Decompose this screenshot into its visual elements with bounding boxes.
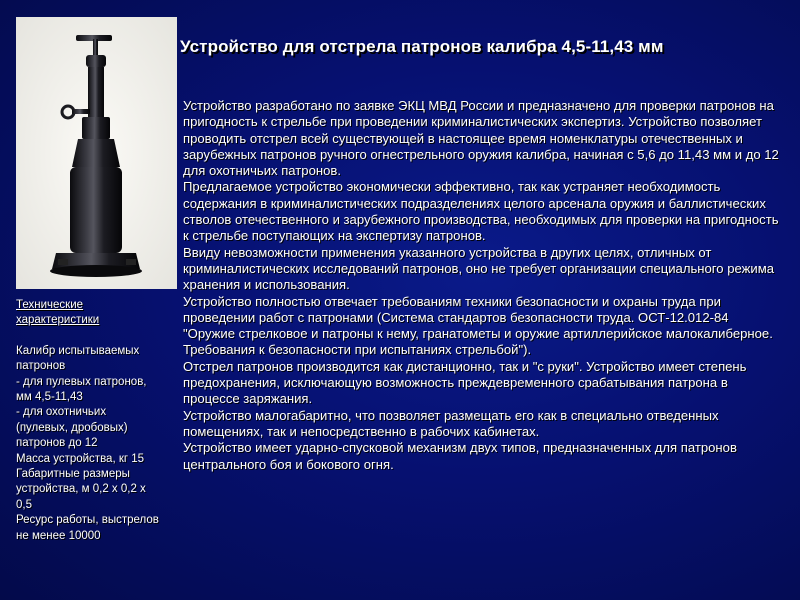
specs-line: 0,5 bbox=[16, 498, 32, 511]
specs-line: Габаритные размеры bbox=[16, 468, 130, 481]
description-paragraph: Устройство разработано по заявке ЭКЦ МВД России и предназначено для проверки патронов на пригодность к стрельбе при проведении криминалистических экспертиз. Устройство позволяет проводить отстрел всей существующей в настоящее время номенклатуры отечественных и зарубежных патронов ручного огнестрельного оружия калибра, начиная с 5,6 до 11,43 мм и до 12 для охотничьих патронов. bbox=[183, 98, 779, 179]
description-paragraph: Устройство имеет ударно-спусковой механизм двух типов, предназначенных для патронов центрального боя и бокового огня. bbox=[183, 440, 737, 472]
specs-heading bbox=[16, 298, 181, 329]
slide-title: Устройство для отстрела патронов калибра 4,5-11,43 мм bbox=[180, 37, 664, 56]
specs-line: (пулевых, дробовых) bbox=[16, 421, 128, 434]
specs-line: устройства, м 0,2 х 0,2 х bbox=[16, 483, 146, 496]
specs-line: патронов bbox=[16, 360, 66, 373]
description-paragraph: Ввиду невозможности применения указанного устройства в других целях, отличных от криминалистических исследований патронов, оно не требует организации специального режима хранения и использования. bbox=[183, 244, 774, 293]
specs-line: патронов до 12 bbox=[16, 437, 98, 450]
description-paragraph: Устройство полностью отвечает требованиям техники безопасности и охраны труда при проведении работ с патронами (Система стандартов безопасности труда. ОСТ-12.012-84 "Оружие стрелковое и патроны к нему, гранатометы и оружие артиллерийское малокалиберное. Требования к безопасности при испытаниях стрельбой"). bbox=[183, 293, 773, 358]
specs-line: - для пулевых патронов, bbox=[16, 375, 147, 388]
specs-line: не менее 10000 bbox=[16, 529, 101, 542]
specs-line: Ресурс работы, выстрелов bbox=[16, 514, 159, 527]
description-body bbox=[183, 98, 783, 473]
cartridge-testing-device-photo bbox=[16, 17, 177, 289]
description-paragraph: Предлагаемое устройство экономически эффективно, так как устраняет необходимость содержания в криминалистических подразделениях целого арсенала оружия и баллистических стволов отечественного и зарубежного производства, необходимых для проверки на пригодность к стрельбе поступающих на экспертизу патронов. bbox=[183, 179, 779, 244]
specs-line: Масса устройства, кг 15 bbox=[16, 452, 145, 465]
specs-panel bbox=[16, 298, 181, 544]
description-paragraph: Отстрел патронов производится как дистанционно, так и "с руки". Устройство имеет степень предохранения, исключающую возможность преждевременного срабатывания патрона в процессе заряжания. bbox=[183, 358, 747, 407]
specs-heading-line: Технические bbox=[16, 299, 84, 311]
description-paragraph: Устройство малогабаритно, что позволяет размещать его как в специально отведенных помещениях, так и непосредственно в рабочих кабинетах. bbox=[183, 407, 719, 439]
specs-heading-line: характеристики bbox=[16, 314, 100, 327]
device-photo bbox=[16, 17, 177, 289]
specs-line: - для охотничьих bbox=[16, 406, 107, 419]
specs-line: мм 4,5-11,43 bbox=[16, 391, 83, 404]
specs-line: Калибр испытываемых bbox=[16, 344, 140, 357]
